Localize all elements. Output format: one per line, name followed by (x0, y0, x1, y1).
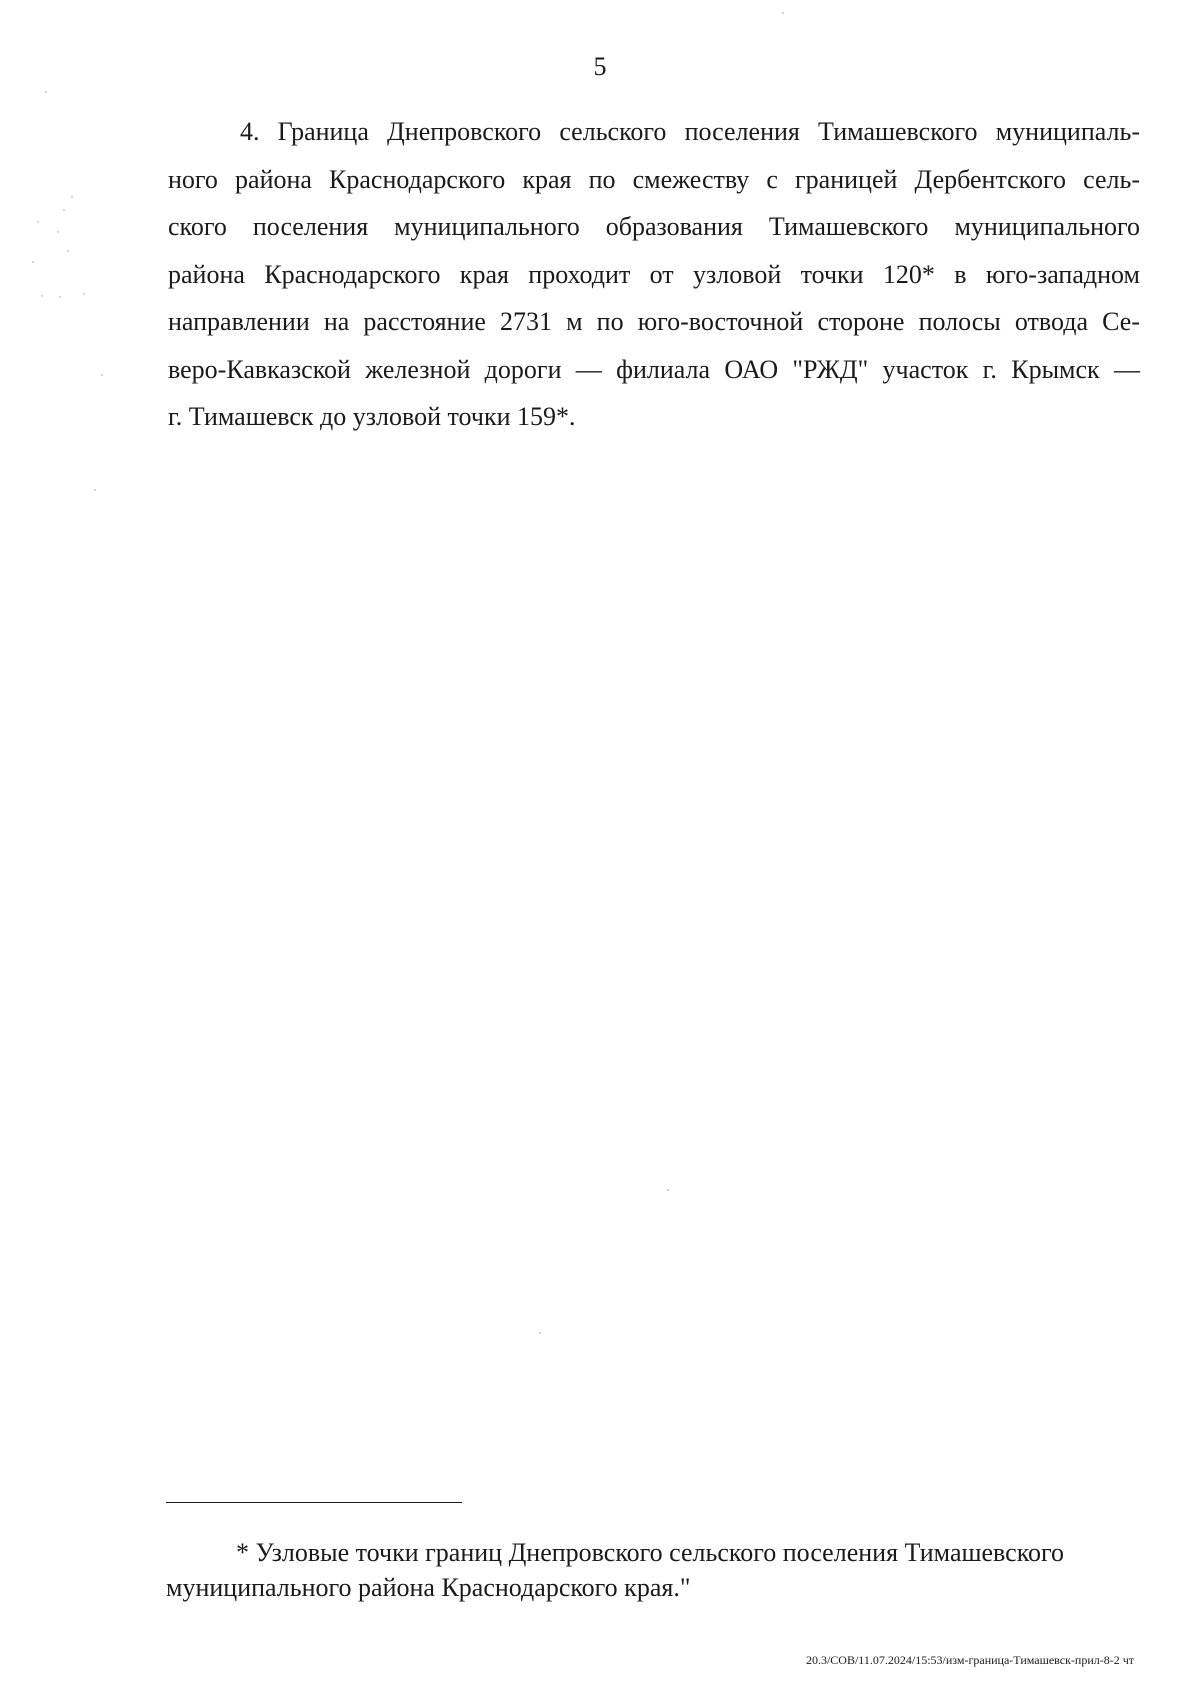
paragraph-line: ского поселения муниципального образования Тимашевского муниципального (168, 212, 1140, 241)
paragraph-line: направлении на расстояние 2731 м по юго-восточной стороне полосы отвода Се- (168, 307, 1140, 336)
paragraph-line: веро-Кавказской железной дороги — филиала ОАО "РЖД" участок г. Крымск — (168, 354, 1140, 384)
page-number: 5 (593, 52, 607, 81)
paragraph-line: района Краснодарского края проходит от узловой точки 120* в юго-западном (168, 259, 1140, 289)
paragraph-line: 4. Граница Днепровского сельского поселения Тимашевского муниципаль- (240, 117, 1140, 146)
paragraph-line: г. Тимашевск до узловой точки 159*. (168, 402, 576, 431)
footnote-line: * Узловые точки границ Днепровского сельского поселения Тимашевского (236, 1538, 1065, 1567)
footnote-line: муниципального района Краснодарского края." (166, 1573, 691, 1602)
document-code: 20.3/СОВ/11.07.2024/15:53/изм-граница-Тимашевск-прил-8-2 чт (805, 1653, 1134, 1667)
paragraph-line: ного района Краснодарского края по смежеству с границей Дербентского сель- (168, 164, 1140, 194)
